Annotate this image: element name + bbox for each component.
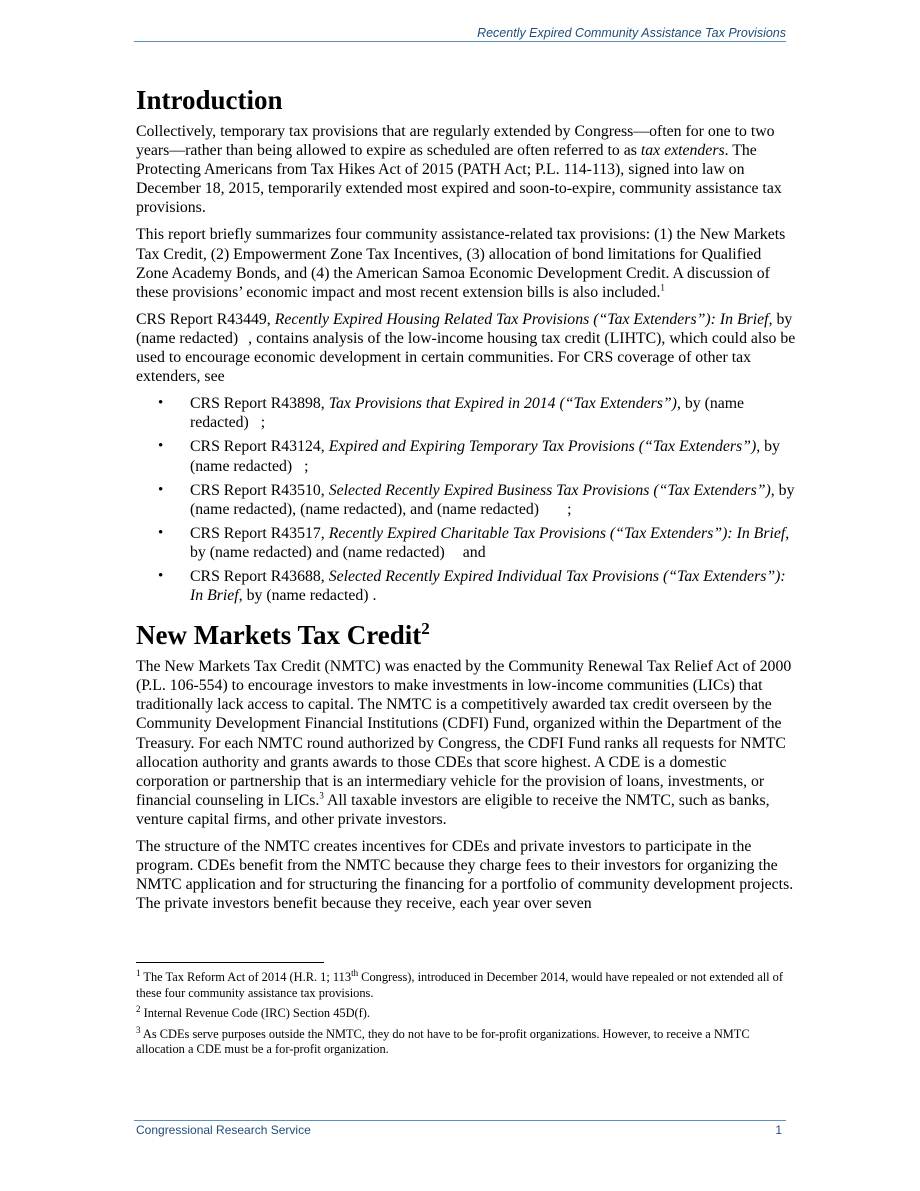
- footnote-ref-1[interactable]: 1: [660, 282, 665, 293]
- list-separator: and: [462, 543, 486, 561]
- footnote-ref-2[interactable]: 2: [421, 619, 430, 639]
- list-item: [136, 437, 796, 475]
- report-title: Recently Expired Charitable Tax Provisions (“Tax Extenders”): In Brief: [328, 524, 786, 542]
- footnote-2: [136, 1006, 786, 1022]
- footnote-text: The Tax Reform Act of 2014 (H.R. 1; 113: [140, 970, 352, 984]
- report-title: Tax Provisions that Expired in 2014 (“Tax Extenders”): [328, 395, 677, 413]
- footnote-separator: [136, 962, 324, 963]
- footnote-3: [136, 1024, 786, 1058]
- intro-p3-text-b: , by (name redacted): [136, 310, 793, 347]
- page-number: 1: [775, 1123, 782, 1137]
- report-authors: , by (name redacted) and (name redacted): [190, 524, 790, 561]
- footnote-text: Congress), introduced in December 2014, would have repealed or not extended all of these four community assistance tax provisions.: [136, 970, 784, 1000]
- report-title: Selected Recently Expired Business Tax Provisions (“Tax Extenders”): [328, 481, 771, 499]
- list-separator: .: [372, 587, 377, 605]
- report-authors: , by (name redacted), (name redacted), and (name redacted): [190, 481, 795, 518]
- list-separator: ;: [304, 457, 309, 475]
- list-separator: ;: [260, 414, 266, 432]
- intro-p2-text: This report briefly summarizes four community assistance-related tax provisions: (1) the New Markets Tax Credit, (2) Empowerment Zone Tax Incentives, (3) allocation of bond limitations for Qualified Zone Academy Bonds, and (4) the American Samoa Economic Development Credit. A discussion of these provisions’ economic impact and most recent extension bills is also included.: [136, 226, 786, 301]
- footer-organization: Congressional Research Service: [136, 1123, 311, 1137]
- report-number: CRS Report R43688,: [190, 567, 329, 585]
- intro-p3-text-c: , contains analysis of the low-income housing tax credit (LIHTC), which could also be used to encourage economic development in certain communities. For CRS coverage of other tax extenders, see: [136, 329, 796, 386]
- report-number: CRS Report R43124,: [190, 438, 329, 456]
- footnote-number: 2: [136, 1004, 141, 1015]
- footnote-text: As CDEs serve purposes outside the NMTC, they do not have to be for-profit organizations. However, to receive a NMTC allocation a CDE must be a for-profit organization.: [136, 1026, 750, 1057]
- report-list: [136, 394, 796, 605]
- report-authors: , by (name redacted): [190, 438, 780, 475]
- intro-paragraph-3: [136, 310, 796, 386]
- intro-paragraph-1: [136, 122, 796, 217]
- footnotes: [136, 967, 786, 1063]
- bullet-icon: •: [158, 481, 164, 498]
- bullet-icon: •: [158, 524, 164, 541]
- bullet-icon: •: [158, 567, 164, 584]
- ordinal-suffix: th: [351, 967, 359, 978]
- list-separator: ;: [567, 500, 572, 518]
- intro-p3-text-a: CRS Report R43449,: [136, 310, 275, 328]
- heading-introduction: Introduction: [136, 85, 283, 115]
- body-text: [136, 82, 796, 921]
- term-tax-extenders: tax extenders: [640, 142, 725, 160]
- running-head: Recently Expired Community Assistance Tax Provisions: [477, 26, 786, 40]
- list-item: [136, 394, 796, 432]
- footnote-ref-3[interactable]: 3: [319, 790, 324, 801]
- nmtc-p1-text-b: All taxable investors are eligible to receive the NMTC, such as banks, venture capital firms, and other private investors.: [136, 791, 770, 828]
- nmtc-paragraph-1: [136, 657, 796, 829]
- heading-new-markets-tax-credit: [136, 617, 796, 653]
- heading-text: New Markets Tax Credit: [136, 620, 422, 651]
- footnote-1: [136, 967, 786, 1001]
- header-rule: [134, 41, 786, 42]
- footnote-number: 3: [136, 1024, 141, 1035]
- intro-p1-text-b: . The Protecting Americans from Tax Hikes Act of 2015 (PATH Act; P.L. 114-113), signed into law on December 18, 2015, temporarily extended most expired and soon-to-expire, community assistance tax provisions.: [136, 142, 782, 217]
- nmtc-p1-text-a: The New Markets Tax Credit (NMTC) was enacted by the Community Renewal Tax Relief Act of 2000 (P.L. 106-554) to encourage investors to make investments in low-income communities (LICs) that traditionally lack access to capital. The NMTC is a competitively awarded tax credit overseen by the Community Development Financial Institutions (CDFI) Fund, organized within the Department of the Treasury. For each NMTC round authorized by Congress, the CDFI Fund ranks all requests for NMTC allocation authority and grants awards to those CDEs that score highest. A CDE is a domestic corporation or partnership that is an intermediary vehicle for the provision of loans, investments, or financial counseling in LICs.: [136, 658, 792, 809]
- footnote-number: 1: [136, 967, 141, 978]
- footnote-text: Internal Revenue Code (IRC) Section 45D(f).: [140, 1006, 371, 1021]
- bullet-icon: •: [158, 438, 164, 455]
- list-item: [136, 567, 796, 605]
- report-title: Expired and Expiring Temporary Tax Provisions (“Tax Extenders”): [328, 438, 757, 456]
- report-authors: , by (name redacted): [238, 587, 369, 605]
- list-item: [136, 481, 796, 519]
- intro-p1-text-a: Collectively, temporary tax provisions that are regularly extended by Congress—often for one to two years—rather than being allowed to expire as scheduled are often referred to as: [136, 123, 775, 160]
- report-authors: , by (name redacted): [190, 395, 745, 432]
- intro-paragraph-2: [136, 225, 796, 301]
- report-number: CRS Report R43510,: [190, 481, 329, 499]
- nmtc-paragraph-2: The structure of the NMTC creates incentives for CDEs and private investors to participate in the program. CDEs benefit from the NMTC because they charge fees to their investors for organizing the NMTC application and for structuring the financing for a portfolio of community development projects. The private investors benefit because they receive, each year over seven: [136, 838, 794, 913]
- list-item: [136, 524, 796, 562]
- report-title-r43449: Recently Expired Housing Related Tax Provisions (“Tax Extenders”): In Brief: [274, 310, 769, 328]
- report-title: Selected Recently Expired Individual Tax Provisions (“Tax Extenders”): In Brief: [190, 567, 786, 605]
- bullet-icon: •: [158, 395, 164, 412]
- footer-rule: [134, 1120, 786, 1121]
- report-number: CRS Report R43898,: [190, 395, 329, 413]
- report-number: CRS Report R43517,: [190, 524, 329, 542]
